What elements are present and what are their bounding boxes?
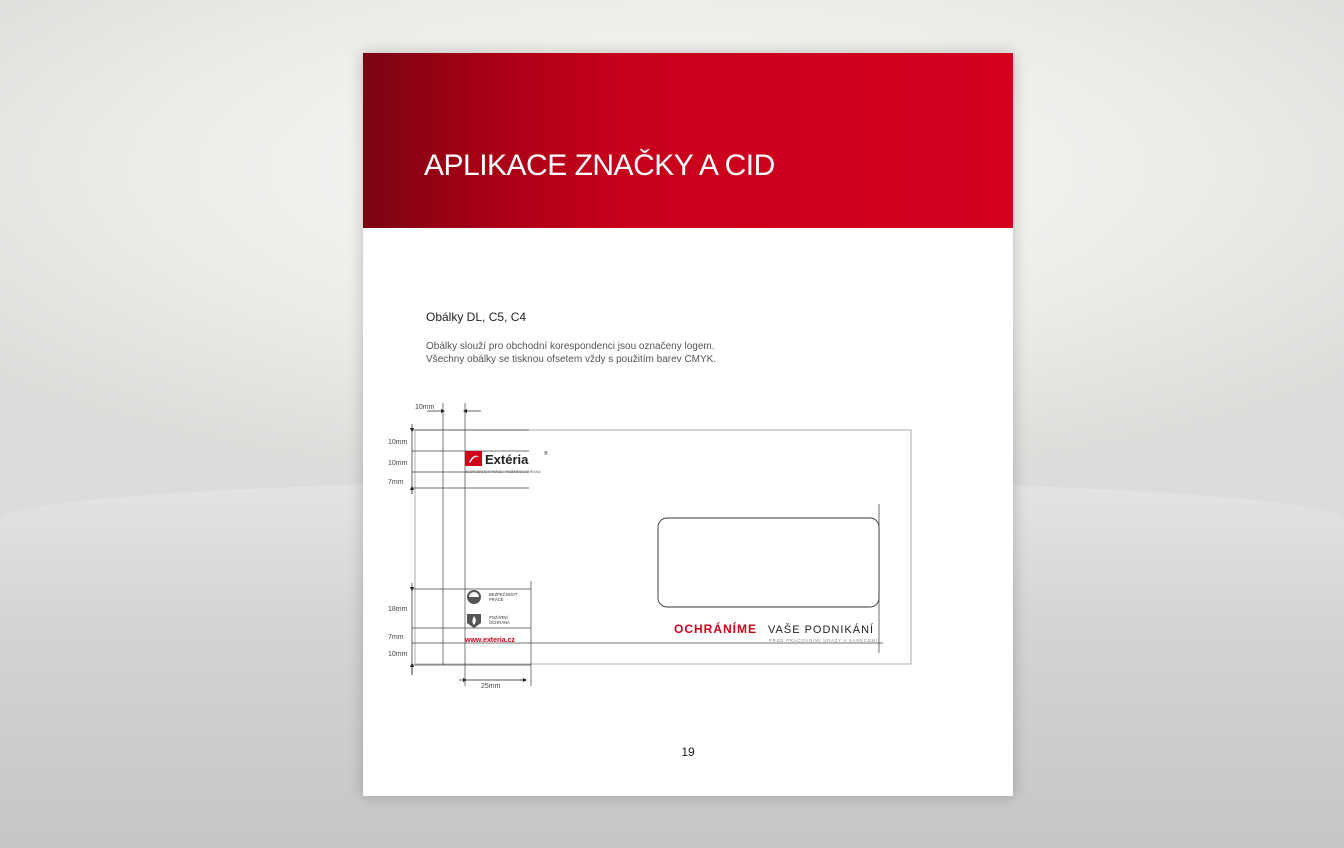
page-title: APLIKACE ZNAČKY A CID — [424, 149, 775, 182]
logo-text: Extéria — [485, 452, 529, 467]
dim-label: 10mm — [388, 651, 408, 658]
section-title: Obálky DL, C5, C4 — [426, 310, 527, 324]
slogan-dark: VAŠE PODNIKÁNÍ — [768, 624, 875, 636]
logo-subline: BEZPEČNOST PRÁCE · POŽÁRNÍ OCHRANA — [465, 470, 541, 474]
logo-mark-icon — [465, 451, 482, 466]
envelope-diagram — [363, 53, 1013, 796]
description-line: Všechny obálky se tisknou ofsetem vždy s použitím barev CMYK. — [426, 353, 717, 365]
icon2-label: OCHRANA — [489, 620, 510, 625]
dim-label: 18mm — [388, 606, 408, 613]
icon1-label: BEZPEČNOST — [489, 592, 518, 597]
slogan-sub: PŘED PRACOVNÍMI ÚRAZY A SANKCEMI — [769, 638, 878, 643]
envelope-url: www.exteria.cz — [465, 637, 515, 644]
dim-label: 7mm — [388, 634, 404, 641]
icon1-label: PRÁCE — [489, 597, 504, 602]
page-number: 19 — [681, 745, 695, 759]
dim-label: 10mm — [388, 439, 408, 446]
logo-registered: ® — [544, 451, 548, 457]
brochure-page — [363, 53, 1013, 796]
dim-label-top: 10mm — [415, 404, 435, 411]
description-line: Obálky slouží pro obchodní korespondenci jsou označeny logem. — [426, 341, 715, 352]
dim-label-bottom: 25mm — [481, 683, 501, 690]
dim-label: 7mm — [388, 479, 404, 486]
icon2-label: POŽÁRNÍ — [489, 615, 508, 620]
slogan-red: OCHRÁNÍME — [674, 622, 757, 636]
dim-label: 10mm — [388, 460, 408, 467]
